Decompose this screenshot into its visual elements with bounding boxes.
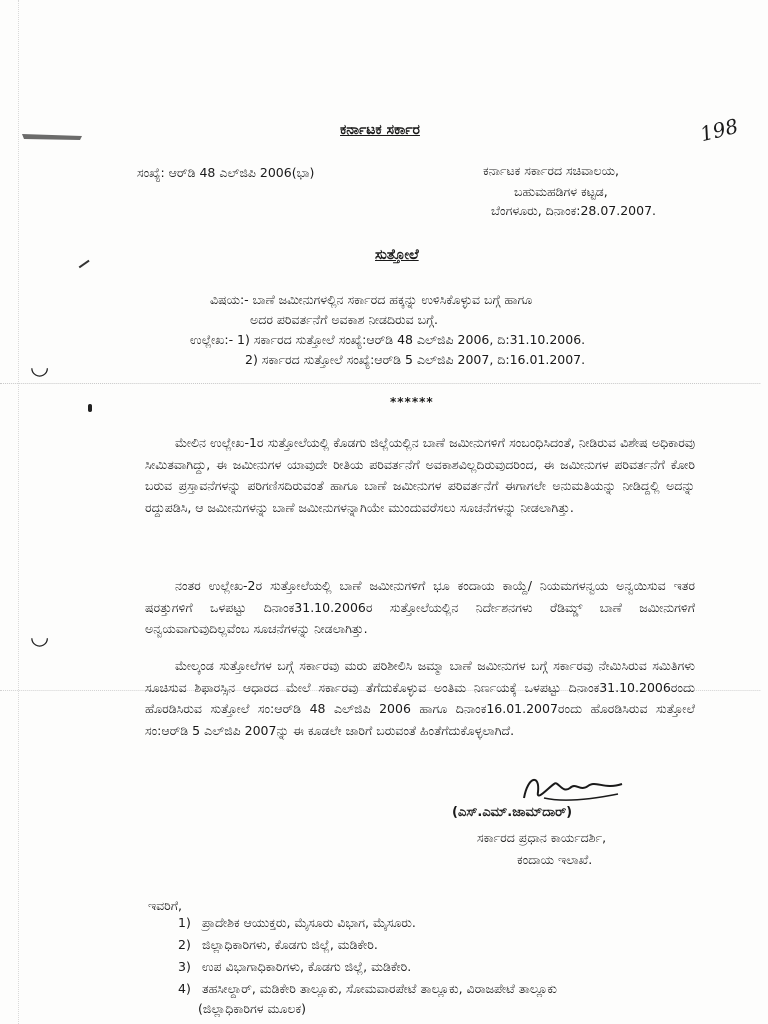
address-line: ಕರ್ನಾಟಕ ಸರ್ಕಾರದ ಸಚಿವಾಲಯ,: [483, 163, 619, 178]
handwritten-signature: [518, 768, 628, 808]
recipient-footer-note: (ಜಿಲ್ಲಾಧಿಕಾರಿಗಳ ಮೂಲಕ): [198, 1001, 306, 1016]
binding-mark-top: ◡: [30, 355, 50, 380]
date-line: ಬೆಂಗಳೂರು, ದಿನಾಂಕ:28.07.2007.: [491, 203, 656, 218]
scan-vertical-line: [18, 0, 20, 1024]
reference-number: ಸಂಖ್ಯೆ: ಆರ್‌ಡಿ 48 ಎಲ್‌ಜಿಪಿ 2006(ಭಾ): [137, 165, 315, 180]
recipient-number: 1): [178, 915, 191, 930]
body-paragraph: ಮೇಲ್ಕಂಡ ಸುತ್ತೋಲೆಗಳ ಬಗ್ಗೆ ಸರ್ಕಾರವು ಮರು ಪರಿಶೀಲಿಸಿ ಜಮ್ಮಾ ಬಾಣೆ ಜಮೀನುಗಳ ಬಗ್ಗೆ ಸರ್ಕಾರವು ನೇಮಿಸಿರುವ ಸಮಿತಿಗಳು ಸೂಚಿಸುವ ಶಿಫಾರಸ್ಸಿನ ಆಧಾರದ ಮೇಲೆ ಸರ್ಕಾರವು ತೆಗೆದುಕೊಳ್ಳುವ ಅಂತಿಮ ನಿರ್ಣಯಕ್ಕೆ ಒಳಪಟ್ಟು ದಿನಾಂಕ31.10.2006ರಂದು ಹೊರಡಿಸಿರುವ ಸುತ್ತೋಲೆ ಸಂ:ಆರ್‌ಡಿ 48 ಎಲ್‌ಜಿಪಿ 2006 ಹಾಗೂ ದಿನಾಂಕ16.01.2007ರಂದು ಹೊರಡಿಸಿರುವ ಸುತ್ತೋಲೆ ಸಂ:ಆರ್‌ಡಿ 5 ಎಲ್‌ಜಿಪಿ 2007ನ್ನು ಈ ಕೂಡಲೇ ಜಾರಿಗೆ ಬರುವಂತೆ ಹಿಂತೆಗೆದುಕೊಳ್ಳಲಾಗಿದೆ.: [145, 658, 695, 738]
scan-dot: [88, 404, 92, 412]
recipient-text: ಪ್ರಾದೇಶಿಕ ಆಯುಕ್ತರು, ಮೈಸೂರು ವಿಭಾಗ, ಮೈಸೂರು.: [201, 915, 416, 930]
recipient-number: 2): [178, 937, 191, 952]
handwritten-page-number: 198: [697, 113, 741, 147]
body-paragraph: ಮೇಲಿನ ಉಲ್ಲೇಖ-1ರ ಸುತ್ತೋಲೆಯಲ್ಲಿ ಕೊಡಗು ಜಿಲ್ಲೆಯಲ್ಲಿನ ಬಾಣೆ ಜಮೀನುಗಳಿಗೆ ಸಂಬಂಧಿಸಿದಂತೆ, ನೀಡಿರುವ ವಿಶೇಷ ಅಧಿಕಾರವು ಸೀಮಿತವಾಗಿದ್ದು, ಈ ಜಮೀನುಗಳ ಯಾವುದೇ ರೀತಿಯ ಪರಿವರ್ತನೆಗೆ ಅವಕಾಶವಿಲ್ಲದಿರುವುದರಿಂದ, ಈ ಜಮೀನುಗಳ ಪರಿವರ್ತನೆಗೆ ಕೋರಿ ಬರುವ ಪ್ರಸ್ತಾವನೆಗಳನ್ನು ಪರಿಗಣಿಸದಿರುವಂತೆ ಹಾಗೂ ಬಾಣೆ ಜಮೀನುಗಳ ಪರಿವರ್ತನೆಗೆ ಈಗಾಗಲೇ ಅನುಮತಿಯನ್ನು ನೀಡಿದ್ದಲ್ಲಿ ಅದನ್ನು ರದ್ದುಪಡಿಸಿ, ಆ ಜಮೀನುಗಳನ್ನು ಬಾಣೆ ಜಮೀನುಗಳನ್ನಾಗಿಯೇ ಮುಂದುವರೆಸಲು ಸೂಚನೆಗಳನ್ನು ನೀಡಲಾಗಿತ್ತು.: [145, 435, 695, 515]
recipient-text: ಜಿಲ್ಲಾಧಿಕಾರಿಗಳು, ಕೊಡಗು ಜಿಲ್ಲೆ, ಮಡಿಕೇರಿ.: [201, 937, 378, 952]
subject-line: ವಿಷಯ:- ಬಾಣೆ ಜಮೀನುಗಳಲ್ಲಿನ ಸರ್ಕಾರದ ಹಕ್ಕನ್ನು ಉಳಿಸಿಕೊಳ್ಳುವ ಬಗ್ಗೆ ಹಾಗೂ: [210, 292, 533, 307]
separator-stars: ******: [390, 395, 434, 409]
recipient-number: 4): [178, 981, 191, 996]
binding-mark-bottom: ◡: [30, 625, 50, 650]
recipient-number: 3): [178, 959, 191, 974]
signatory-designation: ಸರ್ಕಾರದ ಪ್ರಧಾನ ಕಾರ್ಯದರ್ಶಿ,: [477, 830, 607, 845]
scan-smudge: [22, 130, 84, 142]
recipient-item: [178, 981, 557, 997]
reference-line: ಉಲ್ಲೇಖ:- 1) ಸರ್ಕಾರದ ಸುತ್ತೋಲೆ ಸಂಖ್ಯೆ:ಆರ್‌ಡಿ 48 ಎಲ್‌ಜಿಪಿ 2006, ದಿ:31.10.2006.: [190, 332, 586, 347]
recipients-heading: ಇವರಿಗೆ,: [148, 898, 182, 913]
recipient-item: [178, 915, 416, 931]
circular-title: ಸುತ್ತೋಲೆ: [375, 247, 419, 263]
recipient-text: ಉಪ ವಿಭಾಗಾಧಿಕಾರಿಗಳು, ಕೊಡಗು ಜಿಲ್ಲೆ, ಮಡಿಕೇರಿ.: [201, 959, 412, 974]
scan-dotted-line: [0, 383, 760, 386]
signatory-name: (ಎಸ್.ಎಮ್.ಜಾಮ್‌ದಾರ್): [452, 805, 573, 820]
recipient-item: [178, 937, 378, 953]
scan-tick: [79, 260, 90, 268]
address-line: ಬಹುಮಹಡಿಗಳ ಕಟ್ಟಡ,: [514, 184, 608, 199]
reference-line: 2) ಸರ್ಕಾರದ ಸುತ್ತೋಲೆ ಸಂಖ್ಯೆ:ಆರ್‌ಡಿ 5 ಎಲ್‌ಜಿಪಿ 2007, ದಿ:16.01.2007.: [245, 352, 586, 367]
body-paragraph: ನಂತರ ಉಲ್ಲೇಖ-2ರ ಸುತ್ತೋಲೆಯಲ್ಲಿ ಬಾಣೆ ಜಮೀನುಗಳಿಗೆ ಭೂ ಕಂದಾಯ ಕಾಯ್ದೆ/ ನಿಯಮಗಳನ್ವಯ ಅನ್ವಯಿಸುವ ಇತರ ಷರತ್ತುಗಳಿಗೆ ಒಳಪಟ್ಟು ದಿನಾಂಕ31.10.2006ರ ಸುತ್ತೋಲೆಯಲ್ಲಿನ ನಿರ್ದೇಶನಗಳು ರೆಡಿಮ್ಡ್ ಬಾಣೆ ಜಮೀನುಗಳಿಗೆ ಅನ್ವಯವಾಗುವುದಿಲ್ಲವೆಂಬ ಸೂಚನೆಗಳನ್ನು ನೀಡಲಾಗಿತ್ತು.: [145, 578, 695, 636]
recipient-item: [178, 959, 411, 975]
subject-line: ಅದರ ಪರಿವರ್ತನೆಗೆ ಅವಕಾಶ ನೀಡದಿರುವ ಬಗ್ಗೆ.: [250, 312, 439, 327]
signatory-department: ಕಂದಾಯ ಇಲಾಖೆ.: [517, 852, 593, 867]
recipient-text: ತಹಸೀಲ್ದಾರ್, ಮಡಿಕೇರಿ ತಾಲ್ಲೂಕು, ಸೋಮವಾರಪೇಟೆ ತಾಲ್ಲೂಕು, ವಿರಾಜಪೇಟೆ ತಾಲ್ಲೂಕು: [201, 981, 558, 996]
document-heading: ಕರ್ನಾಟಕ ಸರ್ಕಾರ: [340, 122, 420, 138]
